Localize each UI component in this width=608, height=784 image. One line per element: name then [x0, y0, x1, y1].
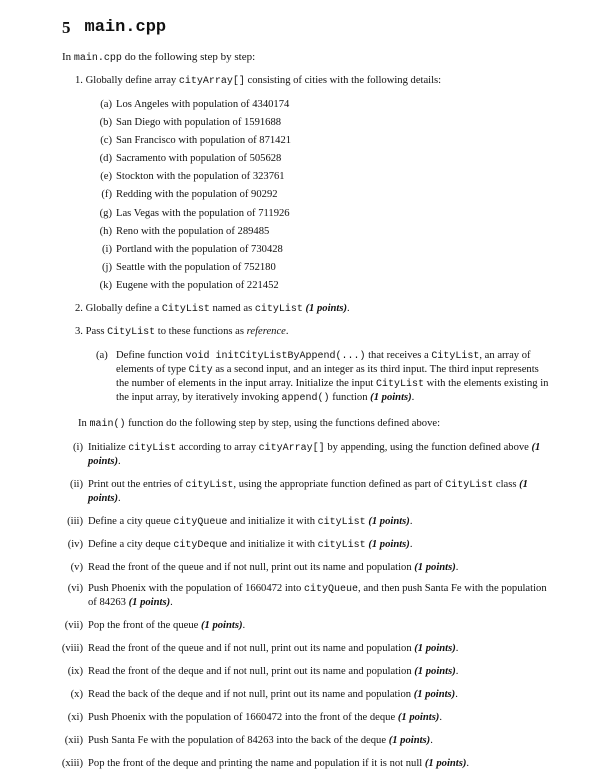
main-step-text [88, 734, 552, 747]
main-step-label: (ix) [67, 666, 83, 677]
section-heading [62, 18, 166, 38]
text-span: . [466, 758, 470, 769]
step-3 [75, 325, 289, 339]
step-1-code: cityArray[] [178, 76, 245, 87]
main-step-label: (xii) [64, 735, 83, 746]
text-span: according to array [176, 442, 259, 453]
step-3a-code: City [188, 365, 213, 376]
points-label: (1 points) [370, 392, 412, 403]
text-span: Pop the front of the deque and printing the name and population if it is not null [88, 758, 425, 769]
points-label: (1 points) [200, 620, 243, 631]
step-2-code-var: cityList [254, 304, 303, 315]
main-step-text [88, 478, 552, 505]
points-label: (1 points) [414, 643, 456, 654]
main-step-text [88, 711, 552, 724]
main-step-text [88, 619, 552, 632]
text-span: Read the front of the queue and if not null, print out its name and population [88, 643, 415, 654]
main-step-label: (x) [70, 689, 83, 700]
points-label: (1 points) [414, 666, 456, 677]
city-item-label: (j) [102, 262, 112, 273]
intro-text [62, 51, 255, 64]
main-step-label: (viii) [61, 643, 83, 654]
text-span: . [118, 493, 121, 504]
text-span: class [493, 479, 520, 490]
city-item: Portland with the population of 730428 [116, 244, 283, 255]
text-span: . [455, 666, 459, 677]
text-span: by appending, using the function defined above [324, 442, 532, 453]
main-intro-pre: In [78, 418, 90, 429]
points-label: (1 points) [424, 758, 467, 769]
step-3-number: 3. [75, 326, 83, 337]
points-label: (1 points) [88, 442, 541, 467]
step-2-number: 2. [75, 303, 83, 314]
intro-pre: In [62, 51, 74, 63]
text-span: . [455, 643, 459, 654]
step-2 [75, 302, 350, 316]
text-span: . [455, 562, 459, 573]
text-span: . [430, 735, 433, 746]
city-item: San Diego with population of 1591688 [116, 117, 282, 128]
points-label: (1 points) [413, 689, 456, 700]
step-1-number: 1. [75, 75, 83, 86]
text-span: . [439, 712, 442, 723]
code-span: cityDeque [173, 540, 228, 551]
points-label: (1 points) [305, 303, 348, 314]
step-3a-label: (a) [96, 350, 108, 361]
text-span: Read the back of the deque and if not null, print out its name and population [88, 689, 414, 700]
step-3a-part: function [329, 392, 371, 403]
step-3a-part: with the elements existing in the input array, by iteratively invoking [116, 378, 549, 403]
city-item: Eugene with the population of 221452 [116, 280, 279, 291]
step-3-code: CityList [107, 327, 156, 338]
city-item-label: (h) [99, 226, 112, 237]
step-3a-part: that receives a [365, 350, 432, 361]
main-intro [78, 417, 440, 431]
main-step-text [88, 441, 552, 468]
main-step-label: (xiii) [61, 758, 83, 769]
main-step-text [88, 688, 552, 701]
main-step-text [88, 642, 552, 655]
main-step-label: (iii) [67, 516, 83, 527]
text-span: , using the appropriate function defined as part of [233, 479, 446, 490]
step-3-text: . [285, 326, 289, 337]
main-step-label: (vii) [64, 620, 83, 631]
step-3a-part: Define function [116, 350, 186, 361]
city-item: Sacramento with population of 505628 [116, 153, 282, 164]
main-step-text [88, 665, 552, 678]
step-2-code-type: CityList [161, 304, 210, 315]
city-item-label: (e) [100, 171, 112, 182]
main-step-label: (iv) [67, 539, 83, 550]
text-span: . [409, 516, 413, 527]
points-label: (1 points) [368, 516, 410, 527]
city-item-label: (c) [100, 135, 112, 146]
step-2-text: Globally define a [85, 303, 162, 314]
main-step-text [88, 582, 552, 609]
points-label: (1 points) [128, 597, 171, 608]
city-item: Redding with the population of 90292 [116, 189, 278, 200]
text-span: , and then push Santa Fe with the population of 84263 [88, 583, 547, 608]
city-item: Seattle with the population of 752180 [116, 262, 276, 273]
main-intro-code: main() [89, 419, 126, 430]
main-step-label: (ii) [70, 479, 83, 490]
main-step-label: (i) [73, 442, 83, 453]
intro-code: main.cpp [73, 53, 122, 64]
text-span: . [455, 689, 458, 700]
code-span: cityQueue [304, 584, 359, 595]
points-label: (1 points) [397, 712, 440, 723]
code-span: cityArray[] [258, 443, 325, 454]
code-span: cityQueue [173, 517, 228, 528]
city-item-label: (g) [99, 208, 112, 219]
main-step-label: (vi) [67, 583, 83, 594]
section-title: main.cpp [84, 18, 167, 37]
city-item-label: (f) [101, 189, 112, 200]
main-step-label: (xi) [67, 712, 83, 723]
code-span: cityList [185, 480, 234, 491]
text-span: Push Santa Fe with the population of 84263 into the back of the deque [88, 735, 389, 746]
code-span: cityList [317, 517, 366, 528]
step-3-reference: reference [246, 326, 286, 337]
main-step-text [88, 757, 552, 770]
step-3a-code: append() [281, 393, 330, 404]
text-span: and initialize it with [227, 516, 318, 527]
step-1-pre: Globally define array [85, 75, 179, 86]
step-3a-part: as a second input, and an integer as its third input. The third input represents the number of elements in the input array. Initialize the input [116, 364, 539, 389]
step-2-text: . [347, 303, 350, 314]
city-item: Las Vegas with the population of 711926 [116, 208, 290, 219]
section-number: 5 [62, 18, 71, 37]
text-span: Push Phoenix with the population of 1660472 into the front of the deque [88, 712, 398, 723]
code-span: CityList [445, 480, 494, 491]
main-step-text [88, 538, 552, 552]
step-3a-code: CityList [375, 379, 424, 390]
code-span: cityList [317, 540, 366, 551]
code-span: cityList [128, 443, 177, 454]
text-span: and initialize it with [227, 539, 318, 550]
intro-post: do the following step by step: [121, 51, 256, 63]
city-item-label: (k) [99, 280, 112, 291]
step-3a-part: , an array of elements of type [116, 350, 531, 375]
step-3-text: Pass [85, 326, 108, 337]
text-span: Push Phoenix with the population of 1660472 into [88, 583, 304, 594]
city-item: Los Angeles with population of 4340174 [116, 99, 290, 110]
step-3a-code: CityList [431, 351, 480, 362]
step-2-text: named as [209, 303, 255, 314]
main-intro-post: function do the following step by step, using the functions defined above: [125, 418, 441, 429]
step-1 [75, 74, 441, 88]
step-1-post: consisting of cities with the following details: [244, 75, 442, 86]
main-step-label: (v) [70, 562, 83, 573]
city-item: Stockton with the population of 323761 [116, 171, 285, 182]
text-span: Initialize [88, 442, 129, 453]
city-item-label: (i) [102, 244, 112, 255]
text-span: . [170, 597, 173, 608]
city-item-label: (b) [99, 117, 112, 128]
text-span: Define a city queue [88, 516, 174, 527]
city-item: San Francisco with population of 871421 [116, 135, 292, 146]
text-span: Define a city deque [88, 539, 174, 550]
city-item-label: (d) [99, 153, 112, 164]
step-3-text: to these functions as [155, 326, 247, 337]
text-span: Read the front of the queue and if not null, print out its name and population [88, 562, 415, 573]
text-span: Pop the front of the queue [88, 620, 201, 631]
text-span: . [118, 456, 121, 467]
step-3a-code: void initCityListByAppend(...) [185, 351, 366, 362]
text-span: Print out the entries of [88, 479, 186, 490]
city-item: Reno with the population of 289485 [116, 226, 270, 237]
step-3a-text [116, 349, 552, 405]
main-step-text [88, 515, 552, 529]
text-span: . [409, 539, 413, 550]
text-span: . [242, 620, 246, 631]
text-span: Read the front of the deque and if not null, print out its name and population [88, 666, 415, 677]
main-step-text [88, 561, 552, 574]
points-label: (1 points) [388, 735, 431, 746]
city-item-label: (a) [100, 99, 112, 110]
points-label: (1 points) [414, 562, 456, 573]
points-label: (1 points) [368, 539, 410, 550]
step-3a-part: . [411, 392, 415, 403]
points-label: (1 points) [88, 479, 528, 504]
